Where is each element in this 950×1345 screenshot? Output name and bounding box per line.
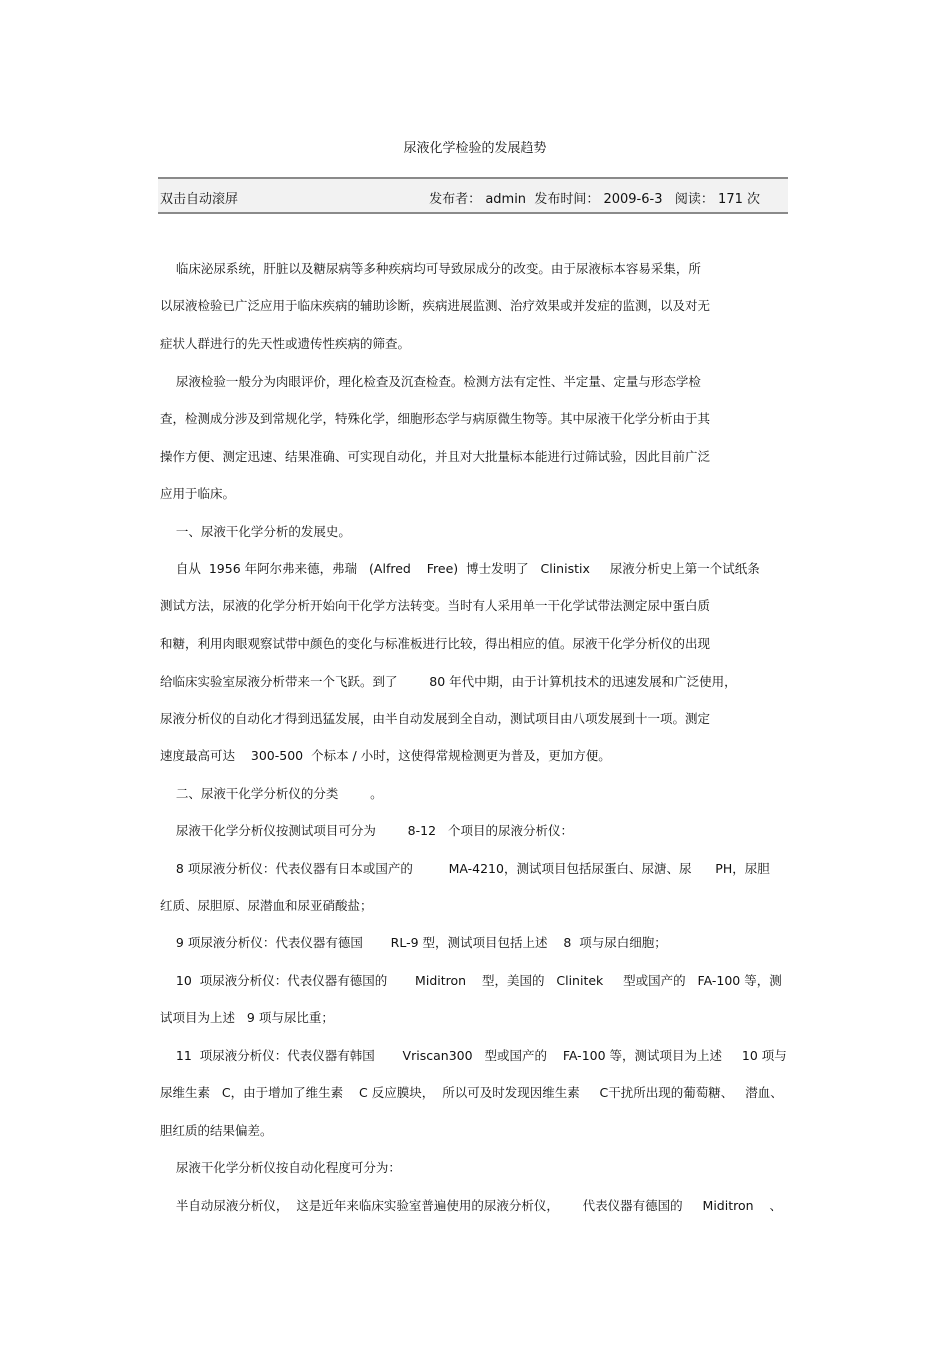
publisher-value: admin: [485, 192, 527, 207]
body-line: 8 项尿液分析仪：代表仪器有日本或国产的 MA-4210，测试项目包括尿蛋白、尿溏、尿 PH，尿胆: [160, 861, 770, 876]
body-line: 胆红质的结果偏差。: [160, 1123, 273, 1138]
body-line: 尿液检验一般分为肉眼评价，理化检查及沉查检查。检测方法有定性、半定量、定量与形态学检: [160, 374, 701, 389]
article-meta-bar: [158, 177, 788, 214]
body-line: 测试方法，尿液的化学分析开始向干化学方法转变。当时有人采用单一干化学试带法测定尿中蛋白质: [160, 598, 711, 613]
body-line: 速度最高可达 300-500 个标本 / 小时，这使得常规检测更为普及，更加方便。: [160, 748, 611, 763]
body-line: 给临床实验室尿液分析带来一个飞跃。到了 80 年代中期，由于计算机技术的迅速发展和广泛使用，: [160, 674, 737, 689]
body-line: 以尿液检验已广泛应用于临床疾病的辅助诊断，疾病进展监测、治疗效果或并发症的监测，以及对无: [160, 298, 711, 313]
article-meta-info: [429, 188, 760, 207]
body-line: 半自动尿液分析仪， 这是近年来临床实验室普遍使用的尿液分析仪， 代表仪器有德国的 Miditron 、: [160, 1198, 782, 1213]
body-line: 应用于临床。: [160, 486, 236, 501]
body-line: 自从 1956 年阿尔弗来德，弗瑞 (Alfred Free) 博士发明了 Clinistix 尿液分析史上第一个试纸条: [160, 561, 760, 576]
body-line: 尿液分析仪的自动化才得到迅猛发展，由半自动发展到全自动，测试项目由八项发展到十一项。测定: [160, 711, 711, 726]
body-line: 红质、尿胆原、尿潜血和尿亚硝酸盐；: [160, 898, 373, 913]
reads-value: 171 次: [718, 192, 760, 207]
body-line: 和糖，利用肉眼观察试带中颜色的变化与标准板进行比较，得出相应的值。尿液干化学分析仪的出现: [160, 636, 711, 651]
publish-time-label: 发布时间：: [534, 192, 600, 207]
body-line: 11 项尿液分析仪：代表仪器有韩国 Vriscan300 型或国产的 FA-100 等，测试项目为上述 10 项与: [160, 1048, 787, 1063]
section-heading: 二、尿液干化学分析仪的分类 。: [160, 786, 383, 801]
body-line: 临床泌尿系统，肝脏以及糖尿病等多种疾病均可导致尿成分的改变。由于尿液标本容易采集，所: [160, 261, 701, 276]
body-line: 尿液干化学分析仪按自动化程度可分为：: [160, 1160, 401, 1175]
reads-label: 阅读：: [674, 192, 714, 207]
body-line: 症状人群进行的先天性或遗传性疾病的筛查。: [160, 336, 411, 351]
publish-time-value: 2009-6-3: [603, 192, 663, 207]
body-line: 操作方便、测定迅速、结果准确、可实现自动化，并且对大批量标本能进行过筛试验，因此目前广泛: [160, 449, 711, 464]
body-line: 查，检测成分涉及到常规化学，特殊化学，细胞形态学与病原微生物等。其中尿液干化学分析由于其: [160, 411, 711, 426]
publisher-label: 发布者：: [429, 192, 482, 207]
article-title: 尿液化学检验的发展趋势: [403, 141, 547, 156]
body-line: 10 项尿液分析仪：代表仪器有德国的 Miditron 型，美国的 Clinitek 型或国产的 FA-100 等，测: [160, 973, 782, 988]
body-line: 试项目为上述 9 项与尿比重；: [160, 1010, 334, 1025]
body-line: 尿液干化学分析仪按测试项目可分为 8-12 个项目的尿液分析仪：: [160, 823, 573, 838]
section-heading: 一、尿液干化学分析的发展史。: [160, 524, 351, 539]
autoscroll-link[interactable]: 双击自动滚屏: [160, 192, 239, 207]
body-line: 9 项尿液分析仪：代表仪器有德国 RL-9 型，测试项目包括上述 8 项与尿白细胞；: [160, 935, 667, 950]
body-line: 尿维生素 C，由于增加了维生素 C 反应膜块， 所以可及时发现因维生素 C干扰所出现的葡萄糖、 潜血、: [160, 1085, 783, 1100]
